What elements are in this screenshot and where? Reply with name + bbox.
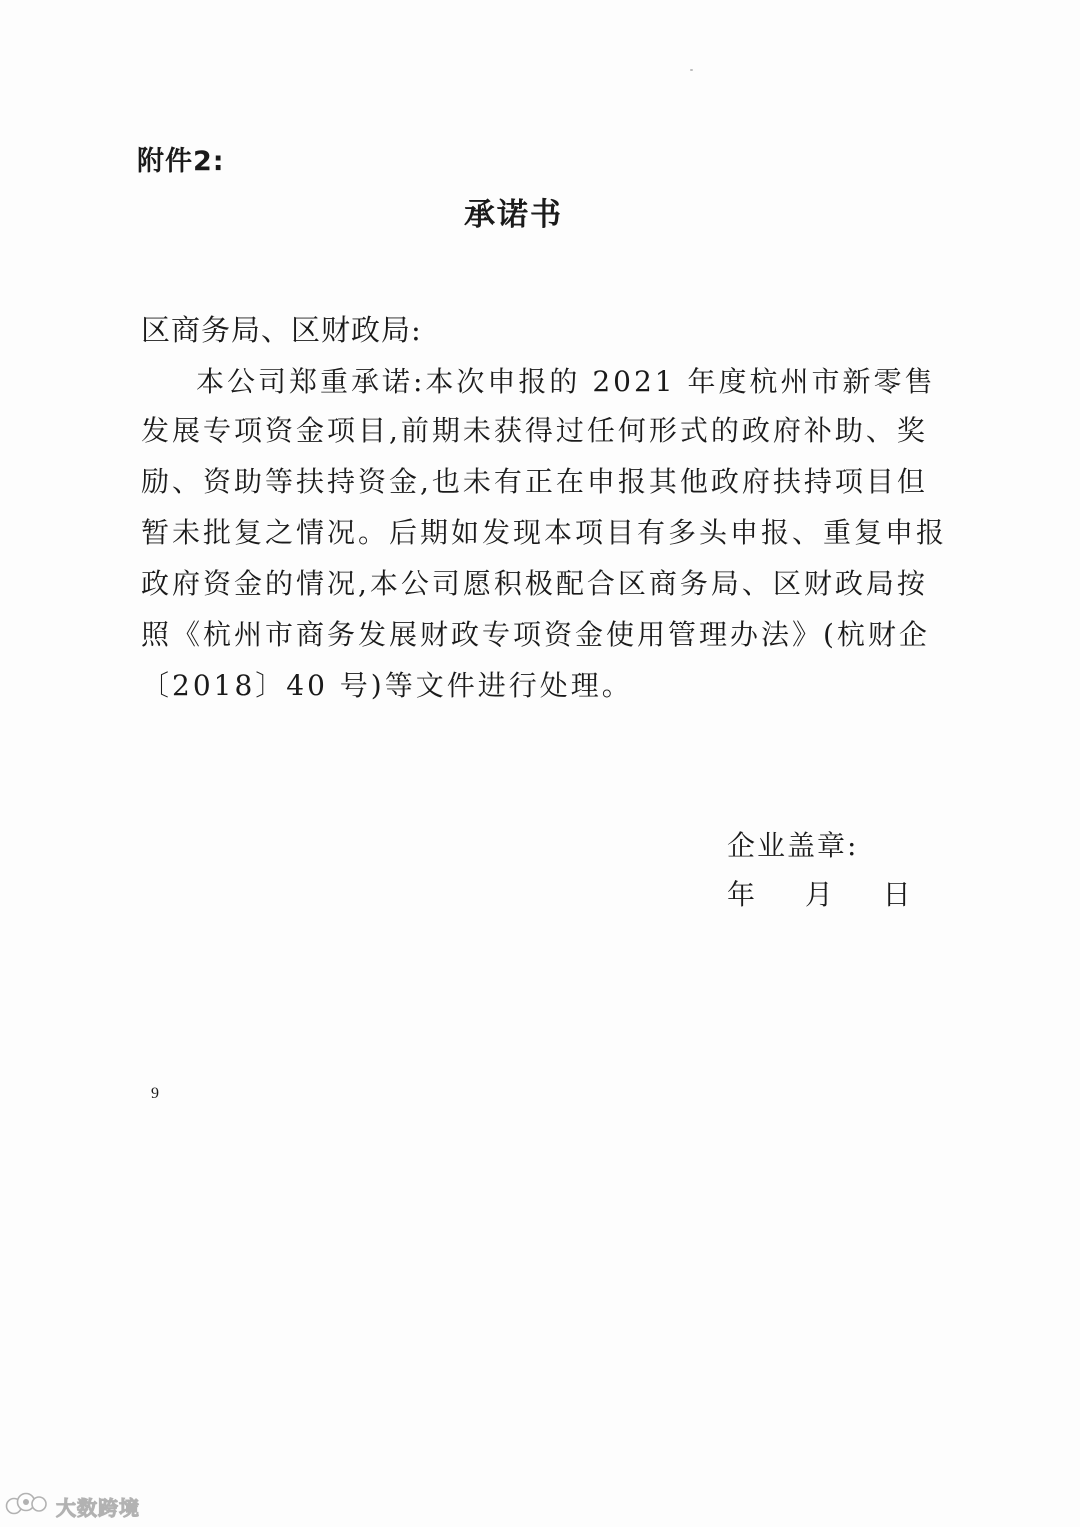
body-line: 发展专项资金项目,前期未获得过任何形式的政府补助、奖 <box>141 414 928 447</box>
company-seal-label: 企业盖章: <box>727 829 859 862</box>
body-line: 本公司郑重承诺:本次申报的 2021 年度杭州市新零售 <box>196 365 936 398</box>
page-number: 9 <box>151 1085 159 1102</box>
body-line: 励、资助等扶持资金,也未有正在申报其他政府扶持项目但 <box>141 465 928 498</box>
date-month: 月 <box>804 878 833 911</box>
attachment-label: 附件2: <box>137 146 225 177</box>
ocean-engine-logo-icon <box>4 1489 50 1524</box>
scan-speck <box>690 69 693 71</box>
document-title: 承诺书 <box>464 197 563 233</box>
watermark <box>4 1489 140 1523</box>
date-year: 年 <box>727 878 756 911</box>
body-line: 政府资金的情况,本公司愿积极配合区商务局、区财政局按 <box>141 567 928 600</box>
watermark-text: 大数跨境 <box>56 1495 140 1520</box>
date-day: 日 <box>882 878 911 911</box>
body-line: 暂未批复之情况。后期如发现本项目有多头申报、重复申报 <box>141 516 948 549</box>
body-line: 照《杭州市商务发展财政专项资金使用管理办法》(杭财企 <box>141 618 930 651</box>
addressee: 区商务局、区财政局: <box>141 313 422 347</box>
body-line: 〔2018〕40 号)等文件进行处理。 <box>141 669 633 702</box>
date-line <box>727 873 911 917</box>
